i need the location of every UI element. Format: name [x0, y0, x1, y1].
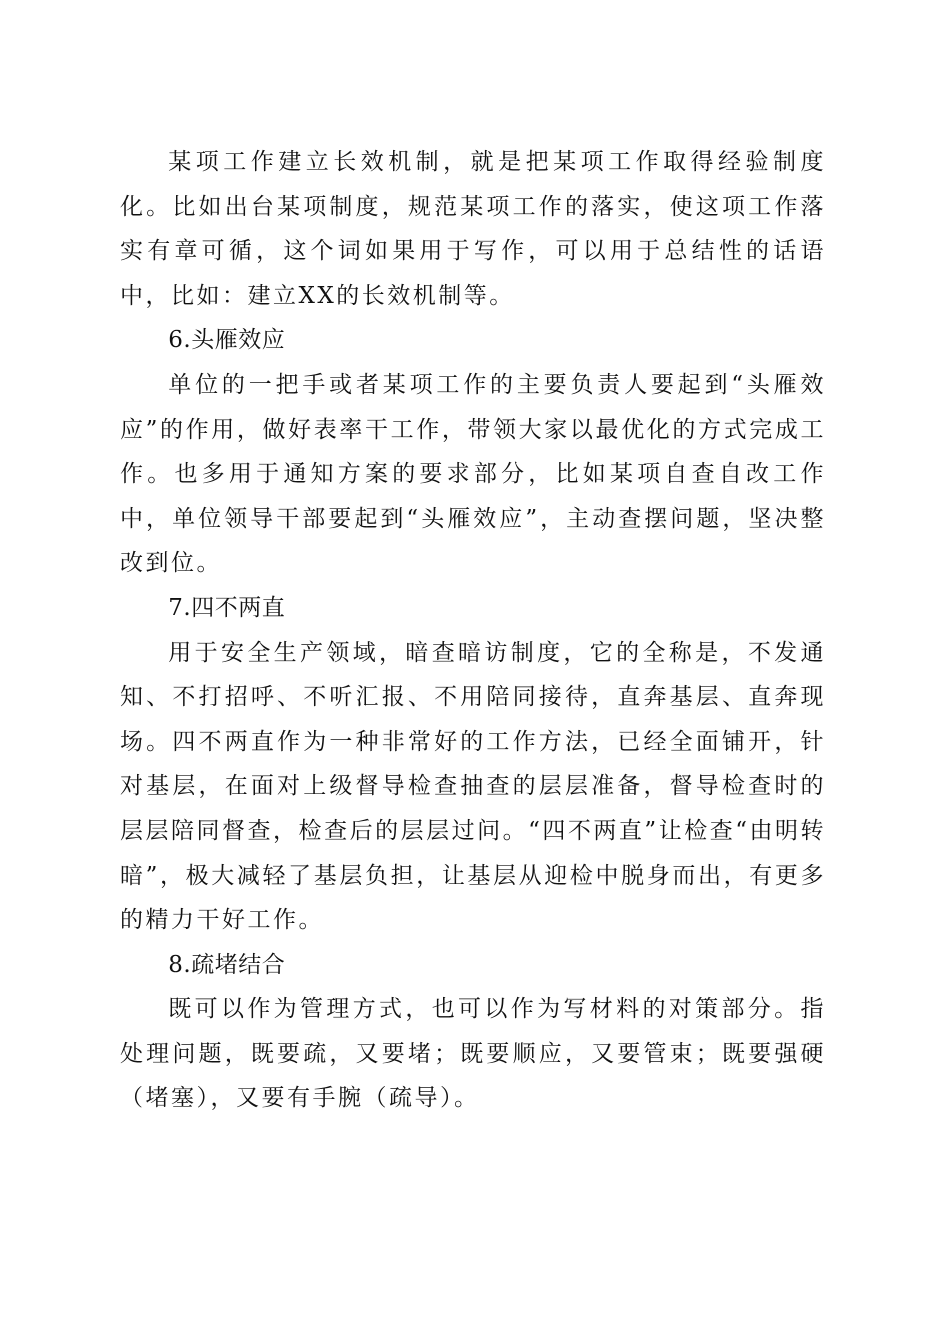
- section-heading-7: 7.四不两直: [168, 594, 286, 621]
- paragraph-four-nots-two-directs: 用于安全生产领域，暗查暗访制度，它的全称是，不发通知、不打招呼、不听汇报、不用陪同接待，直奔基层、直奔现场。四不两直作为一种非常好的工作方法，已经全面铺开，针对基层，在面对上级督导检查抽查的层层准备，督导检查时的层层陪同督查，检查后的层层过问。“四不两直”让检查“由明转暗”，极大减轻了基层负担，让基层从迎检中脱身而出，有更多的精力干好工作。: [120, 639, 826, 934]
- section-heading-8: 8.疏堵结合: [168, 951, 286, 978]
- paragraph-lead-goose-effect: 单位的一把手或者某项工作的主要负责人要起到“头雁效应”的作用，做好表率干工作，带领大家以最优化的方式完成工作。也多用于通知方案的要求部分，比如某项自查自改工作中，单位领导干部要起到“头雁效应”，主动查摆问题，坚决整改到位。: [120, 371, 826, 577]
- paragraph-combining-guidance-and-blocking: 既可以作为管理方式，也可以作为写材料的对策部分。指处理问题，既要疏，又要堵；既要顺应，又要管束；既要强硬（堵塞），又要有手腕（疏导）。: [120, 996, 826, 1112]
- paragraph-long-term-mechanism: 某项工作建立长效机制，就是把某项工作取得经验制度化。比如出台某项制度，规范某项工作的落实，使这项工作落实有章可循，这个词如果用于写作，可以用于总结性的话语中，比如：建立XX的长效机制等。: [120, 149, 826, 309]
- section-heading-6: 6.头雁效应: [168, 327, 286, 354]
- document-body: [120, 140, 826, 1121]
